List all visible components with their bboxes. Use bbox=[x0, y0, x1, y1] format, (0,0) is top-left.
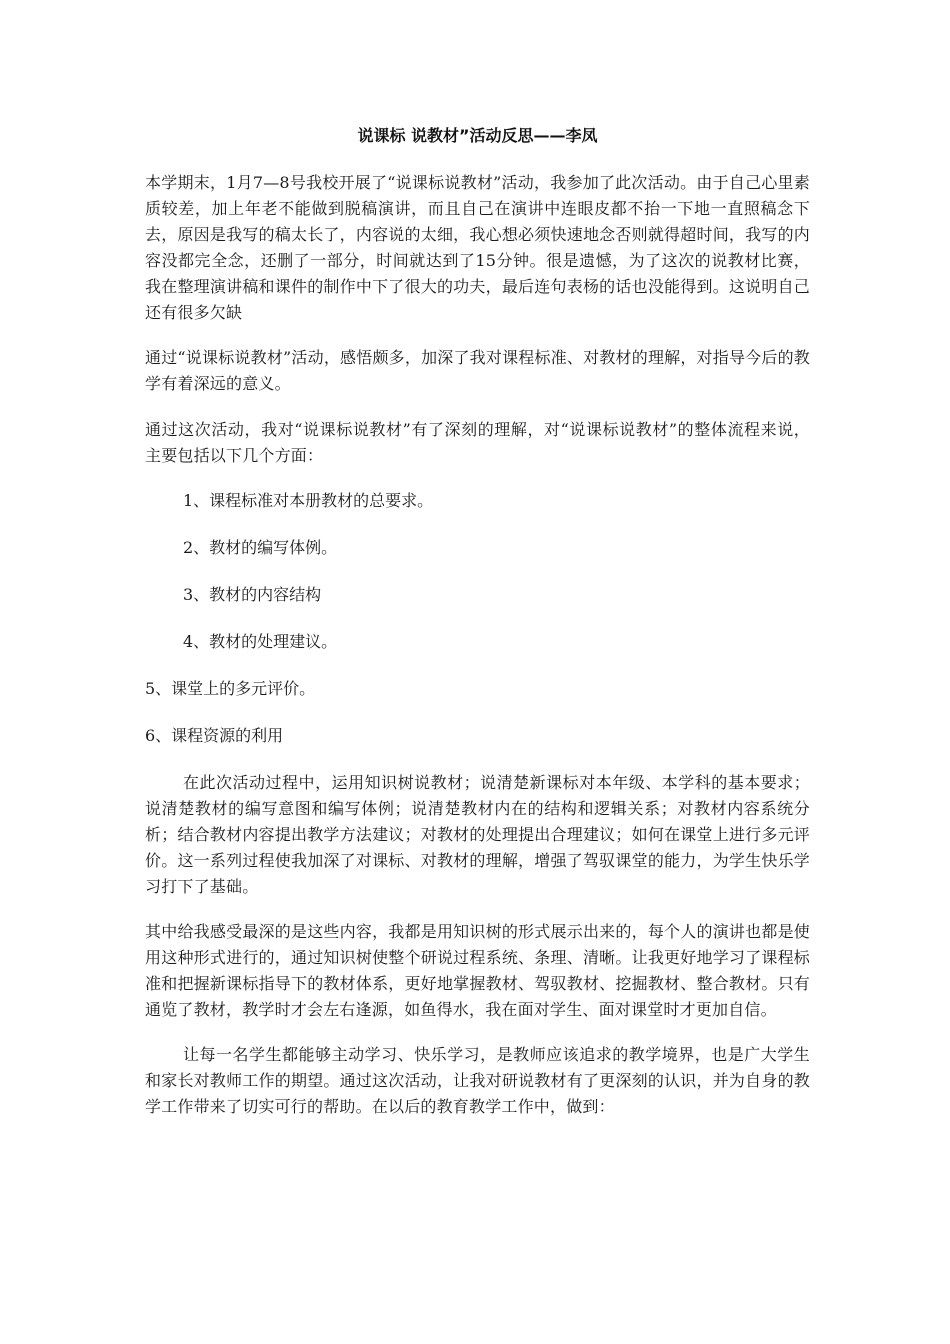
list-item: 6、课程资源的利用 bbox=[145, 726, 284, 745]
list-item: 2、教材的编写体例。 bbox=[183, 538, 338, 557]
document-title: 说课标 说教材”活动反思——李凤 bbox=[357, 126, 598, 145]
paragraph-impression: 其中给我感受最深的是这些内容，我都是用知识树的形式展示出来的，每个人的演讲也都是使用这种形式进行的，通过知识树使整个研说过程系统、条理、清晰。让我更好地学习了课程标准和把握新课标指导下的教材体系，更好地掌握教材、驾驭教材、挖掘教材、整合教材。只有通览了教材，教学时才会左右逢源，如鱼得水，我在面对学生、面对课堂时才更加自信。 bbox=[145, 922, 810, 1019]
document-page bbox=[145, 120, 810, 1139]
list-item: 5、课堂上的多元评价。 bbox=[145, 679, 316, 698]
list-item: 4、教材的处理建议。 bbox=[183, 632, 338, 651]
paragraph-insight: 通过“说课标说教材”活动，感悟颇多，加深了我对课程标准、对教材的理解，对指导今后的教学有着深远的意义。 bbox=[145, 348, 810, 393]
paragraph-conclusion: 让每一名学生都能够主动学习、快乐学习，是教师应该追求的教学境界，也是广大学生和家长对教师工作的期望。通过这次活动，让我对研说教材有了更深刻的认识，并为自身的教学工作带来了切实可行的帮助。在以后的教育教学工作中，做到： bbox=[145, 1045, 810, 1116]
paragraph-intro: 本学期末，1月7—8号我校开展了“说课标说教材”活动，我参加了此次活动。由于自己心里素质较差，加上年老不能做到脱稿演讲，而且自己在演讲中连眼皮都不抬一下地一直照稿念下去，原因是我写的稿太长了，内容说的太细，我心想必须快速地念否则就得超时间，我写的内容没都完全念，还删了一部分，时间就达到了15分钟。很是遗憾，为了这次的说教材比赛，我在整理演讲稿和课件的制作中下了很大的功夫，最后连句表杨的话也没能得到。这说明自己还有很多欠缺 bbox=[145, 173, 810, 322]
list-item: 1、课程标准对本册教材的总要求。 bbox=[183, 491, 434, 510]
paragraph-process: 在此次活动过程中，运用知识树说教材；说清楚新课标对本年级、本学科的基本要求；说清楚教材的编写意图和编写体例；说清楚教材内在的结构和逻辑关系；对教材内容系统分析；结合教材内容提出教学方法建议；对教材的处理提出合理建议；如何在课堂上进行多元评价。这一系列过程使我加深了对课标、对教材的理解，增强了驾驭课堂的能力，为学生快乐学习打下了基础。 bbox=[145, 773, 810, 896]
list-item: 3、教材的内容结构 bbox=[183, 585, 322, 604]
paragraph-overview: 通过这次活动，我对“说课标说教材”有了深刻的理解，对“说课标说教材”的整体流程来说，主要包括以下几个方面： bbox=[145, 420, 810, 465]
